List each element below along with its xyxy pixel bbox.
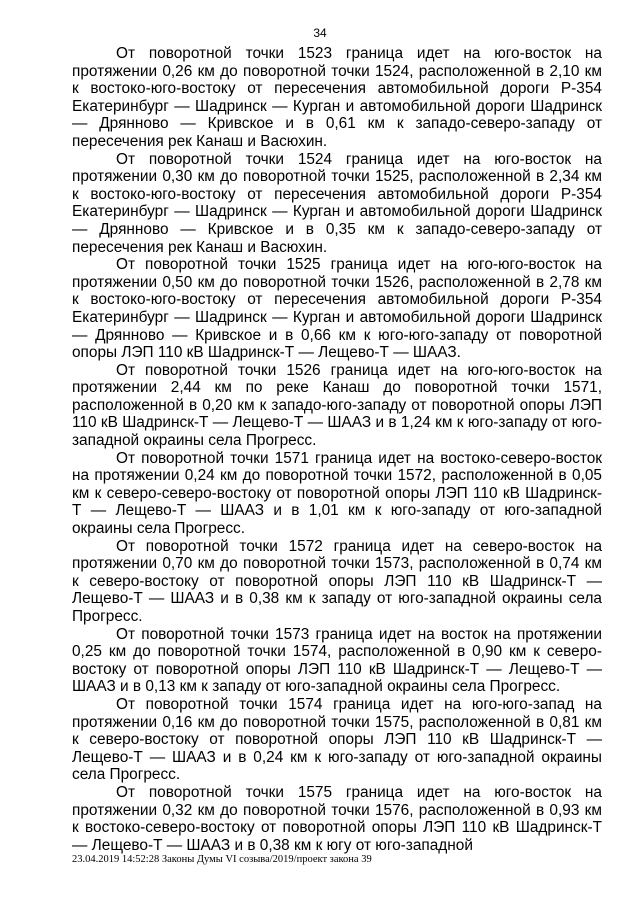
paragraph-1572: От поворотной точки 1572 граница идет на северо-восток на протяжении 0,70 км до поворотной точки 1573, расположенной в 0,74 км к северо-востоку от поворотной опоры ЛЭП 110 кВ Шадринск-Т — Лещево-Т — ШААЗ и в 0,38 км к западу от юго-западной окраины села Прогресс. <box>72 537 602 625</box>
paragraph-1525: От поворотной точки 1525 граница идет на юго-юго-восток на протяжении 0,50 км до поворотной точки 1526, расположенной в 2,78 км к востоко-юго-востоку от пересечения автомобильной дороги Р-354 Екатеринбург — Шадринск — Курган и автомобильной дороги Шадринск — Дрянново — Кривское и в 0,66 км к юго-юго-западу от поворотной опоры ЛЭП 110 кВ Шадринск-Т — Лещево-Т — ШААЗ. <box>72 256 602 362</box>
paragraph-1523: От поворотной точки 1523 граница идет на юго-восток на протяжении 0,26 км до поворотной точки 1524, расположенной в 2,10 км к востоко-юго-востоку от пересечения автомобильной дороги Р-354 Екатеринбург — Шадринск — Курган и автомобильной дороги Шадринск — Дрянново — Кривское и в 0,61 км к западо-северо-западу от пересечения рек Канаш и Васюхин. <box>72 45 602 150</box>
paragraph-1524: От поворотной точки 1524 граница идет на юго-восток на протяжении 0,30 км до поворотной точки 1525, расположенной в 2,34 км к востоко-юго-востоку от пересечения автомобильной дороги Р-354 Екатеринбург — Шадринск — Курган и автомобильной дороги Шадринск — Дрянново — Кривское и в 0,35 км к западо-северо-западу от пересечения рек Канаш и Васюхин. <box>72 150 602 256</box>
paragraph-1573: От поворотной точки 1573 граница идет на восток на протяжении 0,25 км до поворотной точки 1574, расположенной в 0,90 км к северо-востоку от поворотной опоры ЛЭП 110 кВ Шадринск-Т — Лещево-Т — ШААЗ и в 0,13 км к западу от юго-западной окраины села Прогресс. <box>72 625 602 696</box>
paragraph-1575: От поворотной точки 1575 граница идет на юго-восток на протяжении 0,32 км до поворотной точки 1576, расположенной в 0,93 км к востоко-северо-востоку от поворотной опоры ЛЭП 110 кВ Шадринск-Т — Лещево-Т — ШААЗ и в 0,38 км к югу от юго-западной <box>72 783 602 854</box>
paragraph-1526: От поворотной точки 1526 граница идет на юго-юго-восток на протяжении 2,44 км по реке Канаш до поворотной точки 1571, расположенной в 0,20 км к западо-юго-западу от поворотной опоры ЛЭП 110 кВ Шадринск-Т — Лещево-Т — ШААЗ и в 1,24 км к юго-западу от юго-западной окраины села Прогресс. <box>72 361 602 450</box>
paragraph-1574: От поворотной точки 1574 граница идет на юго-юго-запад на протяжении 0,16 км до поворотной точки 1575, расположенной в 0,81 км к северо-востоку от поворотной опоры ЛЭП 110 кВ Шадринск-Т — Лещево-Т — ШААЗ и в 0,24 км к юго-западу от юго-западной окраины села Прогресс. <box>72 695 602 784</box>
document-body <box>72 45 602 854</box>
paragraph-1571: От поворотной точки 1571 граница идет на востоко-северо-восток на протяжении 0,24 км до поворотной точки 1572, расположенной в 0,05 км к северо-северо-востоку от поворотной опоры ЛЭП 110 кВ Шадринск-Т — Лещево-Т — ШААЗ и в 1,01 км к юго-западу от юго-западной окраины села Прогресс. <box>72 449 602 538</box>
page-number: 34 <box>313 26 327 40</box>
footer-timestamp: 23.04.2019 14:52:28 Законы Думы VI созыва/2019/проект закона 39 <box>72 854 372 865</box>
